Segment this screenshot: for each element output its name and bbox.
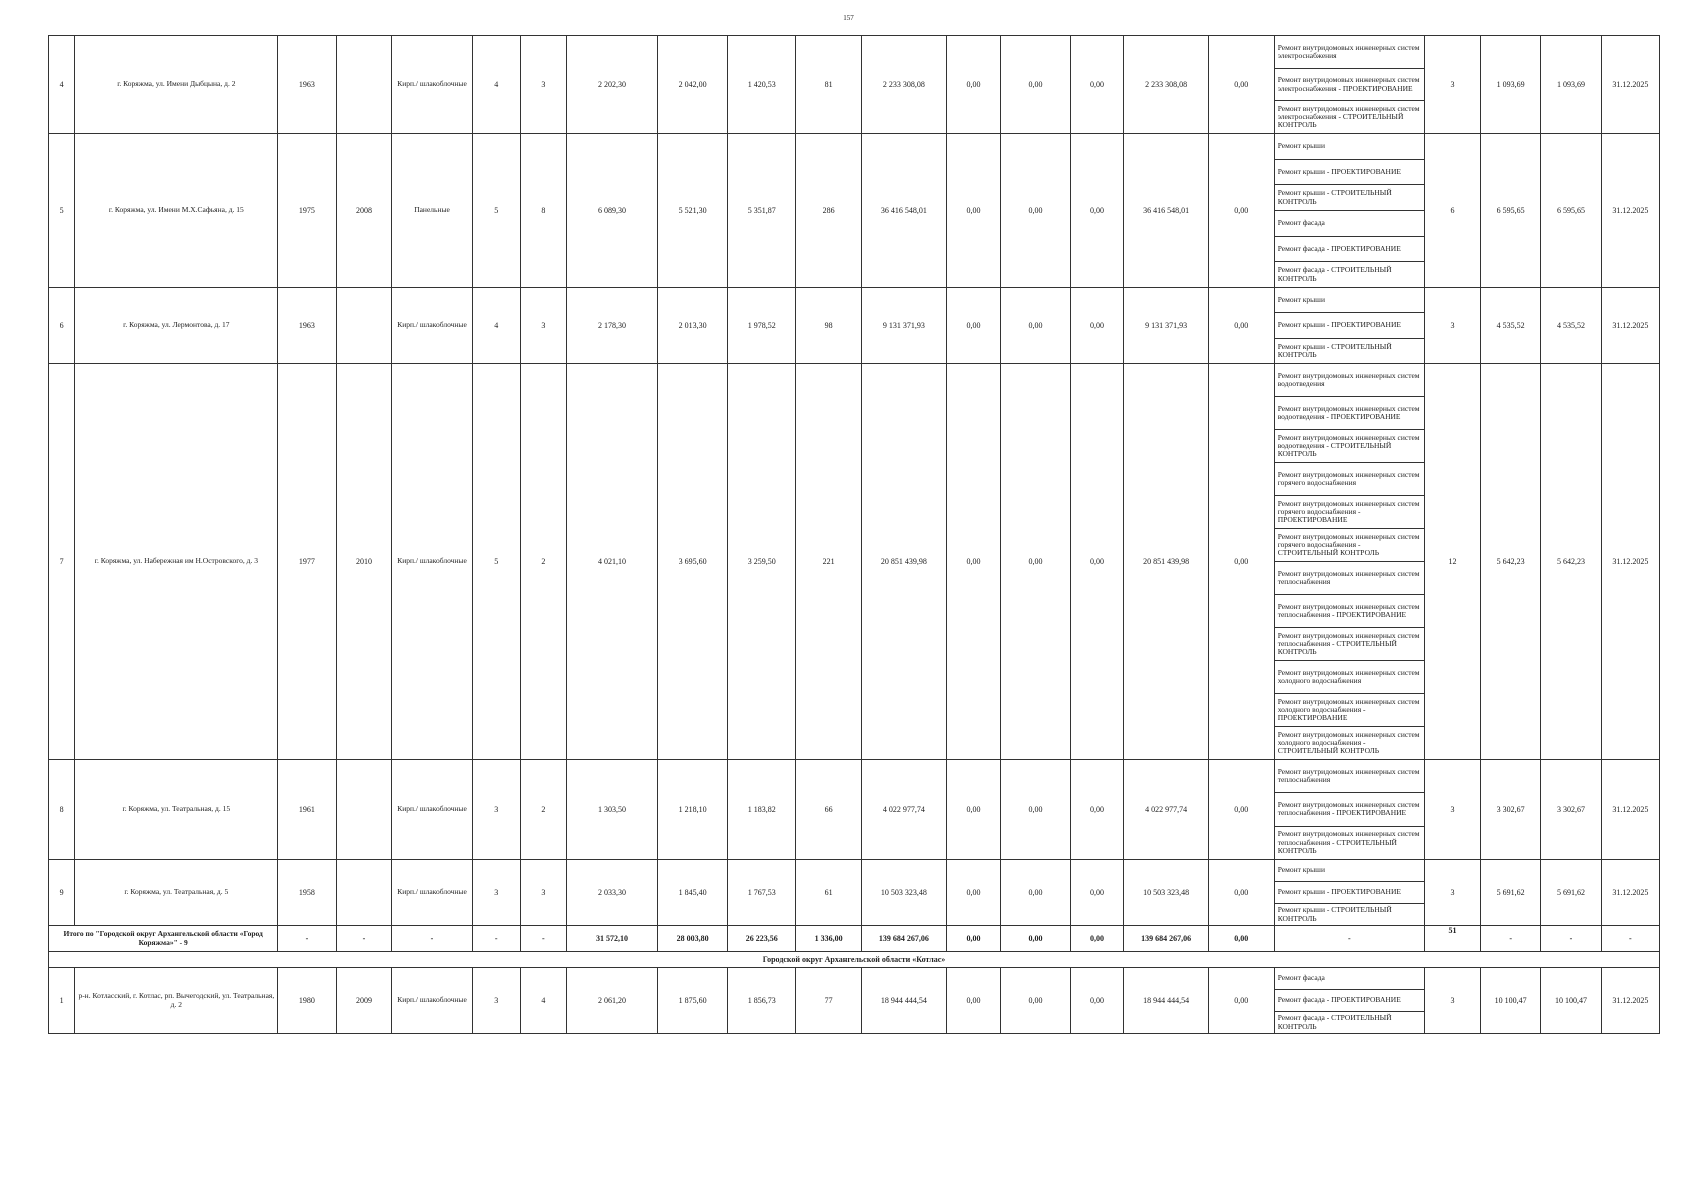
fund-1: 0,00 <box>946 364 1001 760</box>
total-area: 2 061,20 <box>566 968 657 1034</box>
deadline: 31.12.2025 <box>1601 134 1659 288</box>
total-fund-3: 0,00 <box>1070 926 1124 952</box>
total-fund-other: 0,00 <box>1208 926 1274 952</box>
work-item: Ремонт внутридомовых инженерных систем водоотведения <box>1275 364 1424 397</box>
floors: 3 <box>472 968 520 1034</box>
work-item: Ремонт внутридомовых инженерных систем теплоснабжения - СТРОИТЕЛЬНЫЙ КОНТРОЛЬ <box>1275 628 1424 661</box>
work-item: Ремонт фасада - ПРОЕКТИРОВАНИЕ <box>1275 237 1424 263</box>
area-residents: 1 420,53 <box>728 36 796 134</box>
repair-program-table <box>48 35 1660 1034</box>
total-dash: - <box>1274 926 1424 952</box>
row-number: 4 <box>49 36 75 134</box>
deadline: 31.12.2025 <box>1601 364 1659 760</box>
work-item: Ремонт фасада <box>1275 211 1424 237</box>
floors: 3 <box>472 860 520 926</box>
unit-cost: 5 642,23 <box>1480 364 1540 760</box>
works-list <box>1274 968 1424 1034</box>
cost-total: 18 944 444,54 <box>862 968 947 1034</box>
residents-count: 81 <box>796 36 862 134</box>
area-residents: 1 978,52 <box>728 288 796 364</box>
fund-3: 0,00 <box>1070 760 1124 860</box>
fund-owners: 18 944 444,54 <box>1124 968 1209 1034</box>
total-dash: - <box>520 926 566 952</box>
cost-total: 20 851 439,98 <box>862 364 947 760</box>
year-renovated: 2010 <box>336 364 392 760</box>
work-item: Ремонт внутридомовых инженерных систем электроснабжения - СТРОИТЕЛЬНЫЙ КОНТРОЛЬ <box>1277 103 1420 130</box>
year-renovated <box>336 288 392 364</box>
wall-material: Панельные <box>392 134 472 288</box>
work-item: Ремонт внутридомовых инженерных систем электроснабжения <box>1275 36 1424 69</box>
fund-2: 0,00 <box>1001 288 1070 364</box>
work-item: Ремонт внутридомовых инженерных систем теплоснабжения <box>1275 760 1424 793</box>
table-row <box>49 134 1660 288</box>
table-row <box>49 760 1660 860</box>
wall-material: Кирп./ шлакоблочные <box>392 760 472 860</box>
work-item: Ремонт внутридомовых инженерных систем холодного водоснабжения <box>1275 661 1424 694</box>
max-unit-cost: 5 642,23 <box>1541 364 1601 760</box>
residents-count: 77 <box>796 968 862 1034</box>
work-item: Ремонт внутридомовых инженерных систем горячего водоснабжения - СТРОИТЕЛЬНЫЙ КОНТРОЛЬ <box>1275 529 1424 562</box>
total-area-residents: 26 223,56 <box>728 926 796 952</box>
work-item: Ремонт внутридомовых инженерных систем теплоснабжения - СТРОИТЕЛЬНЫЙ КОНТРОЛЬ <box>1277 829 1420 855</box>
work-item: Ремонт крыши <box>1275 288 1424 313</box>
area-all: 3 695,60 <box>658 364 728 760</box>
residents-count: 66 <box>796 760 862 860</box>
unit-cost: 1 093,69 <box>1480 36 1540 134</box>
work-item: Ремонт фасада - СТРОИТЕЛЬНЫЙ КОНТРОЛЬ <box>1277 1013 1392 1031</box>
fund-other: 0,00 <box>1208 860 1274 926</box>
year-built: 1980 <box>278 968 336 1034</box>
area-all: 2 013,30 <box>658 288 728 364</box>
floors: 5 <box>472 134 520 288</box>
total-area-all: 28 003,80 <box>658 926 728 952</box>
fund-other: 0,00 <box>1208 288 1274 364</box>
works-count: 3 <box>1425 36 1481 134</box>
floors: 4 <box>472 36 520 134</box>
area-residents: 3 259,50 <box>728 364 796 760</box>
entrances: 3 <box>520 288 566 364</box>
deadline: 31.12.2025 <box>1601 36 1659 134</box>
work-item: Ремонт внутридомовых инженерных систем теплоснабжения - ПРОЕКТИРОВАНИЕ <box>1275 595 1424 628</box>
address: г. Коряжма, ул. Имени Дыбцына, д. 2 <box>75 36 278 134</box>
work-item: Ремонт фасада <box>1275 968 1424 990</box>
work-item: Ремонт фасада - СТРОИТЕЛЬНЫЙ КОНТРОЛЬ <box>1277 265 1392 283</box>
floors: 4 <box>472 288 520 364</box>
work-item: Ремонт внутридомовых инженерных систем электроснабжения - ПРОЕКТИРОВАНИЕ <box>1275 69 1424 102</box>
works-list <box>1274 860 1424 926</box>
address: г. Коряжма, ул. Театральная, д. 15 <box>75 760 278 860</box>
row-number: 9 <box>49 860 75 926</box>
total-area: 4 021,10 <box>566 364 657 760</box>
year-renovated <box>336 860 392 926</box>
max-unit-cost: 4 535,52 <box>1541 288 1601 364</box>
fund-1: 0,00 <box>946 134 1001 288</box>
table-row <box>49 36 1660 134</box>
work-item: Ремонт внутридомовых инженерных систем холодного водоснабжения - СТРОИТЕЛЬНЫЙ КОНТРОЛЬ <box>1277 729 1420 756</box>
fund-owners: 20 851 439,98 <box>1124 364 1209 760</box>
cost-total: 36 416 548,01 <box>862 134 947 288</box>
work-item: Ремонт внутридомовых инженерных систем водоотведения - ПРОЕКТИРОВАНИЕ <box>1275 397 1424 430</box>
deadline: 31.12.2025 <box>1601 760 1659 860</box>
row-number: 7 <box>49 364 75 760</box>
deadline: 31.12.2025 <box>1601 860 1659 926</box>
work-item: Ремонт крыши - ПРОЕКТИРОВАНИЕ <box>1275 313 1424 338</box>
total-fund-2: 0,00 <box>1001 926 1070 952</box>
fund-2: 0,00 <box>1001 364 1070 760</box>
row-number: 8 <box>49 760 75 860</box>
fund-1: 0,00 <box>946 36 1001 134</box>
unit-cost: 4 535,52 <box>1480 288 1540 364</box>
max-unit-cost: 6 595,65 <box>1541 134 1601 288</box>
work-item: Ремонт крыши - СТРОИТЕЛЬНЫЙ КОНТРОЛЬ <box>1277 341 1392 359</box>
page-number: 157 <box>843 14 854 22</box>
area-all: 1 845,40 <box>658 860 728 926</box>
year-renovated <box>336 760 392 860</box>
address: р-н. Котласский, г. Котлас, рп. Вычегодский, ул. Театральная, д. 2 <box>75 968 278 1034</box>
row-number: 6 <box>49 288 75 364</box>
entrances: 2 <box>520 364 566 760</box>
fund-3: 0,00 <box>1070 860 1124 926</box>
table-row <box>49 288 1660 364</box>
fund-1: 0,00 <box>946 860 1001 926</box>
work-item: Ремонт крыши <box>1275 860 1424 882</box>
works-list <box>1274 134 1424 288</box>
area-all: 5 521,30 <box>658 134 728 288</box>
fund-2: 0,00 <box>1001 36 1070 134</box>
year-renovated: 2009 <box>336 968 392 1034</box>
residents-count: 221 <box>796 364 862 760</box>
area-all: 2 042,00 <box>658 36 728 134</box>
address: г. Коряжма, ул. Лермонтова, д. 17 <box>75 288 278 364</box>
deadline: 31.12.2025 <box>1601 288 1659 364</box>
unit-cost: 10 100,47 <box>1480 968 1540 1034</box>
total-cost-total: 139 684 267,06 <box>862 926 947 952</box>
wall-material: Кирп./ шлакоблочные <box>392 288 472 364</box>
fund-3: 0,00 <box>1070 134 1124 288</box>
fund-owners: 10 503 323,48 <box>1124 860 1209 926</box>
year-built: 1961 <box>278 760 336 860</box>
area-all: 1 218,10 <box>658 760 728 860</box>
works-list <box>1274 36 1424 134</box>
total-dash: - <box>392 926 472 952</box>
row-number: 5 <box>49 134 75 288</box>
table-row <box>49 860 1660 926</box>
fund-owners: 36 416 548,01 <box>1124 134 1209 288</box>
fund-1: 0,00 <box>946 288 1001 364</box>
total-residents: 1 336,00 <box>796 926 862 952</box>
total-area: 6 089,30 <box>566 134 657 288</box>
fund-other: 0,00 <box>1208 364 1274 760</box>
deadline: 31.12.2025 <box>1601 968 1659 1034</box>
year-built: 1963 <box>278 36 336 134</box>
total-dash: - <box>472 926 520 952</box>
fund-3: 0,00 <box>1070 968 1124 1034</box>
entrances: 2 <box>520 760 566 860</box>
fund-owners: 4 022 977,74 <box>1124 760 1209 860</box>
floors: 3 <box>472 760 520 860</box>
works-count: 3 <box>1425 968 1481 1034</box>
address: г. Коряжма, ул. Имени М.Х.Сафьяна, д. 15 <box>75 134 278 288</box>
year-built: 1963 <box>278 288 336 364</box>
total-dash: - <box>1541 926 1601 952</box>
cost-total: 9 131 371,93 <box>862 288 947 364</box>
unit-cost: 3 302,67 <box>1480 760 1540 860</box>
residents-count: 98 <box>796 288 862 364</box>
works-count: 6 <box>1425 134 1481 288</box>
fund-1: 0,00 <box>946 760 1001 860</box>
works-list <box>1274 760 1424 860</box>
total-label: Итого по "Городской округ Архангельской области «Город Коряжма»" - 9 <box>49 926 278 952</box>
total-row <box>49 926 1660 952</box>
fund-3: 0,00 <box>1070 36 1124 134</box>
area-residents: 1 856,73 <box>728 968 796 1034</box>
year-built: 1958 <box>278 860 336 926</box>
floors: 5 <box>472 364 520 760</box>
work-item: Ремонт крыши - СТРОИТЕЛЬНЫЙ КОНТРОЛЬ <box>1275 185 1424 211</box>
total-dash: - <box>1601 926 1659 952</box>
wall-material: Кирп./ шлакоблочные <box>392 364 472 760</box>
total-area: 2 202,30 <box>566 36 657 134</box>
work-item: Ремонт внутридомовых инженерных систем теплоснабжения <box>1275 562 1424 595</box>
fund-owners: 9 131 371,93 <box>1124 288 1209 364</box>
fund-2: 0,00 <box>1001 134 1070 288</box>
work-item: Ремонт крыши <box>1275 134 1424 160</box>
year-built: 1975 <box>278 134 336 288</box>
cost-total: 2 233 308,08 <box>862 36 947 134</box>
year-built: 1977 <box>278 364 336 760</box>
fund-2: 0,00 <box>1001 968 1070 1034</box>
cost-total: 4 022 977,74 <box>862 760 947 860</box>
total-dash: - <box>278 926 336 952</box>
address: г. Коряжма, ул. Театральная, д. 5 <box>75 860 278 926</box>
max-unit-cost: 1 093,69 <box>1541 36 1601 134</box>
row-number: 1 <box>49 968 75 1034</box>
area-residents: 5 351,87 <box>728 134 796 288</box>
wall-material: Кирп./ шлакоблочные <box>392 860 472 926</box>
work-item: Ремонт фасада - ПРОЕКТИРОВАНИЕ <box>1275 990 1424 1012</box>
work-item: Ремонт внутридомовых инженерных систем холодного водоснабжения - ПРОЕКТИРОВАНИЕ <box>1275 694 1424 727</box>
max-unit-cost: 3 302,67 <box>1541 760 1601 860</box>
section-title: Городской округ Архангельской области «Котлас» <box>49 952 1660 968</box>
total-area: 1 303,50 <box>566 760 657 860</box>
work-item: Ремонт крыши - СТРОИТЕЛЬНЫЙ КОНТРОЛЬ <box>1277 905 1392 923</box>
table-row <box>49 968 1660 1034</box>
fund-other: 0,00 <box>1208 760 1274 860</box>
work-item: Ремонт крыши - ПРОЕКТИРОВАНИЕ <box>1275 160 1424 186</box>
fund-3: 0,00 <box>1070 364 1124 760</box>
residents-count: 61 <box>796 860 862 926</box>
fund-1: 0,00 <box>946 968 1001 1034</box>
total-area: 2 033,30 <box>566 860 657 926</box>
year-renovated <box>336 36 392 134</box>
work-item: Ремонт внутридомовых инженерных систем водоотведения - СТРОИТЕЛЬНЫЙ КОНТРОЛЬ <box>1275 430 1424 463</box>
cost-total: 10 503 323,48 <box>862 860 947 926</box>
entrances: 3 <box>520 860 566 926</box>
address: г. Коряжма, ул. Набережная им Н.Островского, д. 3 <box>75 364 278 760</box>
wall-material: Кирп./ шлакоблочные <box>392 968 472 1034</box>
section-header-row <box>49 952 1660 968</box>
entrances: 8 <box>520 134 566 288</box>
area-residents: 1 183,82 <box>728 760 796 860</box>
work-item: Ремонт внутридомовых инженерных систем горячего водоснабжения <box>1275 463 1424 496</box>
fund-2: 0,00 <box>1001 860 1070 926</box>
entrances: 4 <box>520 968 566 1034</box>
max-unit-cost: 5 691,62 <box>1541 860 1601 926</box>
total-dash: - <box>1480 926 1540 952</box>
total-works-count: 51 <box>1425 926 1481 952</box>
works-count: 3 <box>1425 288 1481 364</box>
total-dash: - <box>336 926 392 952</box>
total-fund-1: 0,00 <box>946 926 1001 952</box>
max-unit-cost: 10 100,47 <box>1541 968 1601 1034</box>
work-item: Ремонт крыши - ПРОЕКТИРОВАНИЕ <box>1275 882 1424 904</box>
area-all: 1 875,60 <box>658 968 728 1034</box>
works-count: 12 <box>1425 364 1481 760</box>
fund-other: 0,00 <box>1208 134 1274 288</box>
year-renovated: 2008 <box>336 134 392 288</box>
total-total-area: 31 572,10 <box>566 926 657 952</box>
work-item: Ремонт внутридомовых инженерных систем горячего водоснабжения - ПРОЕКТИРОВАНИЕ <box>1275 496 1424 529</box>
entrances: 3 <box>520 36 566 134</box>
works-list <box>1274 288 1424 364</box>
fund-owners: 2 233 308,08 <box>1124 36 1209 134</box>
works-count: 3 <box>1425 760 1481 860</box>
fund-2: 0,00 <box>1001 760 1070 860</box>
work-item: Ремонт внутридомовых инженерных систем теплоснабжения - ПРОЕКТИРОВАНИЕ <box>1275 793 1424 826</box>
table-row <box>49 364 1660 760</box>
wall-material: Кирп./ шлакоблочные <box>392 36 472 134</box>
unit-cost: 6 595,65 <box>1480 134 1540 288</box>
area-residents: 1 767,53 <box>728 860 796 926</box>
residents-count: 286 <box>796 134 862 288</box>
unit-cost: 5 691,62 <box>1480 860 1540 926</box>
fund-other: 0,00 <box>1208 968 1274 1034</box>
works-list <box>1274 364 1424 760</box>
fund-3: 0,00 <box>1070 288 1124 364</box>
works-count: 3 <box>1425 860 1481 926</box>
total-area: 2 178,30 <box>566 288 657 364</box>
total-fund-owners: 139 684 267,06 <box>1124 926 1209 952</box>
fund-other: 0,00 <box>1208 36 1274 134</box>
